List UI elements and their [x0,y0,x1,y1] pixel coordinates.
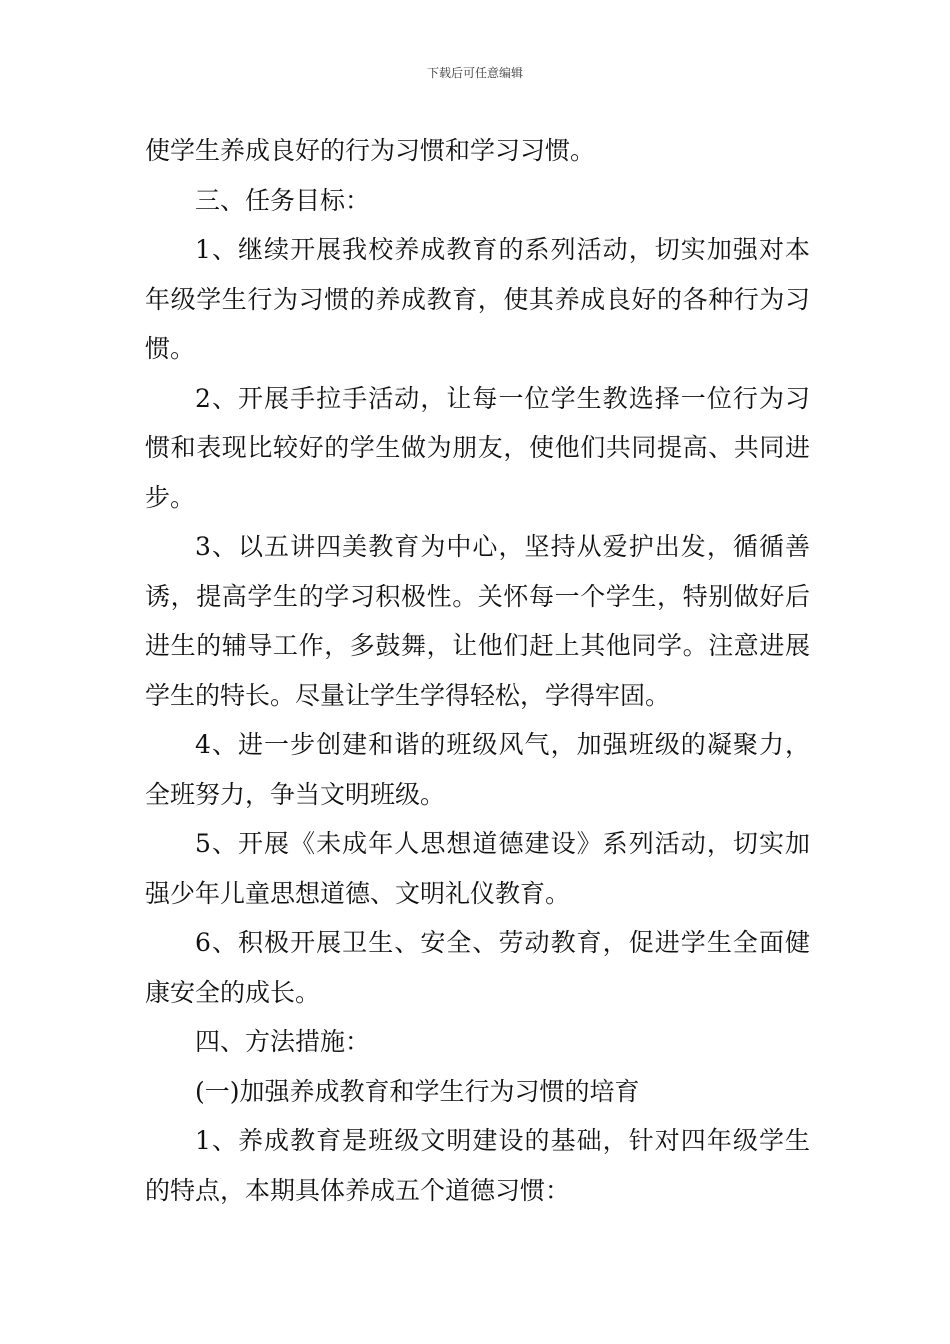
subsection-heading: (一)加强养成教育和学生行为习惯的培育 [195,1076,640,1106]
paragraph: 6、积极开展卫生、安全、劳动教育，促进学生全面健康安全的成长。 [145,928,810,1007]
paragraph: 1、继续开展我校养成教育的系列活动，切实加强对本年级学生行为习惯的养成教育，使其养成良好的各种行为习惯。 [145,235,810,363]
paragraph: 1、养成教育是班级文明建设的基础，针对四年级学生的特点，本期具体养成五个道德习惯： [145,1126,810,1205]
section-heading: 四、方法措施： [195,1027,371,1056]
section-heading: 三、任务目标： [195,185,371,215]
paragraph: 3、以五讲四美教育为中心，坚持从爱护出发，循循善诱，提高学生的学习积极性。关怀每一个学生，特别做好后进生的辅导工作，多鼓舞，让他们赶上其他同学。注意进展学生的特长。尽量让学生学得轻松，学得牢固。 [145,532,810,710]
paragraph: 2、开展手拉手活动，让每一位学生教选择一位行为习惯和表现比较好的学生做为朋友，使他们共同提高、共同进步。 [145,383,810,512]
document-body [145,126,810,1215]
page-header: 下载后可任意编辑 [426,66,523,80]
paragraph: 4、进一步创建和谐的班级风气，加强班级的凝聚力，全班努力，争当文明班级。 [145,730,810,809]
paragraph: 使学生养成良好的行为习惯和学习习惯。 [145,136,596,165]
paragraph: 5、开展《未成年人思想道德建设》系列活动，切实加强少年儿童思想道德、文明礼仪教育。 [145,829,810,908]
